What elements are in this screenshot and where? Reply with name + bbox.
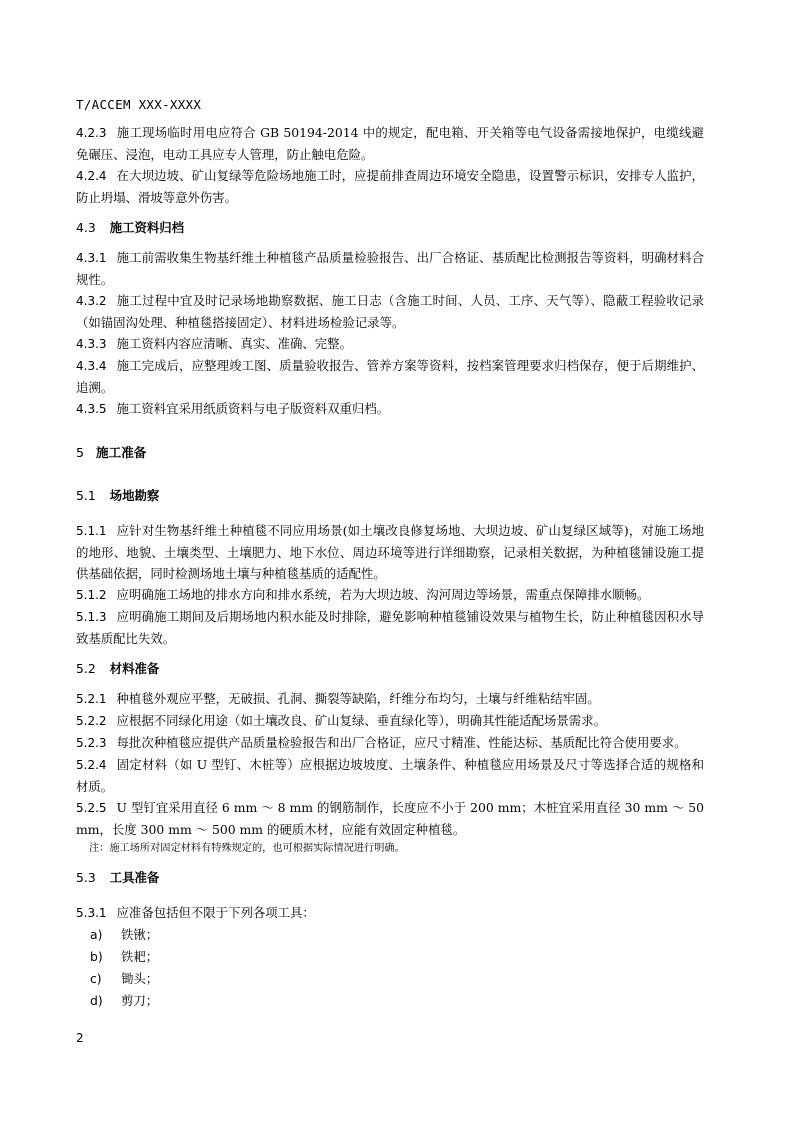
page-number: 2 xyxy=(76,1031,84,1045)
chapter-heading-5 xyxy=(76,442,704,463)
list-text: 铁耙； xyxy=(121,949,159,964)
clause-number: 5.1.2 xyxy=(76,588,107,602)
list-item xyxy=(90,990,704,1012)
list-text: 锄头； xyxy=(121,971,159,986)
section-heading-4-3 xyxy=(76,217,704,238)
clause-4-2-3 xyxy=(76,122,704,165)
list-label: c) xyxy=(90,971,102,986)
clause-number: 5.2.1 xyxy=(76,692,107,706)
section-number: 5.2 xyxy=(76,661,96,676)
list-label: b) xyxy=(90,949,103,964)
clause-4-3-2 xyxy=(76,290,704,333)
chapter-title: 施工准备 xyxy=(96,445,147,460)
clause-number: 4.2.3 xyxy=(76,126,107,140)
section-title: 工具准备 xyxy=(109,870,160,885)
clause-number: 5.2.5 xyxy=(76,801,107,815)
clause-number: 5.3.1 xyxy=(76,906,107,920)
clause-5-2-5 xyxy=(76,797,704,840)
clause-5-2-2 xyxy=(76,710,704,732)
list-item xyxy=(90,946,704,968)
clause-text: 应明确施工期间及后期场地内积水能及时排除，避免影响种植毯铺设效果与植物生长，防止种植毯因积水导致基质配比失效。 xyxy=(76,609,704,646)
standard-code-header: T/ACCEM XXX-XXXX xyxy=(76,97,202,112)
section-number: 5.3 xyxy=(76,870,96,885)
clause-4-3-5 xyxy=(76,398,704,420)
clause-4-3-3 xyxy=(76,333,704,355)
list-text: 铁锹； xyxy=(121,927,159,942)
clause-text: U 型钉宜采用直径 6 mm ～ 8 mm 的钢筋制作，长度应不小于 200 mm；木桩宜采用直径 30 mm ～ 50 mm，长度 300 mm ～ 500 mm 的硬质木材，应能有效固定种植毯。 xyxy=(76,800,704,837)
clause-text: 施工完成后，应整理竣工图、质量验收报告、管养方案等资料，按档案管理要求归档保存，便于后期维护、追溯。 xyxy=(76,358,704,395)
section-number: 4.3 xyxy=(76,220,96,235)
note-5-2: 注：施工场所对固定材料有特殊规定的，也可根据实际情况进行明确。 xyxy=(89,843,405,854)
clause-4-3-4 xyxy=(76,355,704,398)
section-number: 5.1 xyxy=(76,488,96,503)
clause-text: 每批次种植毯应提供产品质量检验报告和出厂合格证，应尺寸精准、性能达标、基质配比符合使用要求。 xyxy=(116,735,687,750)
clause-5-3-1 xyxy=(76,902,704,924)
clause-text: 应针对生物基纤维土种植毯不同应用场景(如土壤改良修复场地、大坝边坡、矿山复绿区域等)，对施工场地的地形、地貌、土壤类型、土壤肥力、地下水位、周边环境等进行详细勘察，记录相关数据，为种植毯铺设施工提供基础依据，同时检测场地土壤与种植毯基质的适配性。 xyxy=(76,523,704,581)
clause-text: 应明确施工场地的排水方向和排水系统，若为大坝边坡、沟河周边等场景，需重点保障排水顺畅。 xyxy=(116,587,650,602)
clause-number: 4.3.5 xyxy=(76,402,107,416)
section-title: 场地勘察 xyxy=(109,488,160,503)
clause-text: 固定材料（如 U 型钉、木桩等）应根据边坡坡度、土壤条件、种植毯应用场景及尺寸等选择合适的规格和材质。 xyxy=(76,757,704,794)
clause-5-1-2 xyxy=(76,584,704,606)
clause-text: 应准备包括但不限于下列各项工具： xyxy=(116,905,315,920)
clause-5-1-1 xyxy=(76,520,704,584)
tool-list xyxy=(76,924,704,1012)
clause-text: 施工前需收集生物基纤维土种植毯产品质量检验报告、出厂合格证、基质配比检测报告等资料，明确材料合规性。 xyxy=(76,250,704,287)
list-label: a) xyxy=(90,927,103,942)
section-heading-5-3 xyxy=(76,867,704,888)
clause-number: 5.1.3 xyxy=(76,610,107,624)
clause-4-2-4 xyxy=(76,165,704,208)
clause-number: 4.3.2 xyxy=(76,294,107,308)
section-heading-5-1 xyxy=(76,485,704,506)
clause-5-2-1 xyxy=(76,688,704,710)
clause-5-2-4 xyxy=(76,754,704,797)
clause-text: 施工现场临时用电应符合 GB 50194-2014 中的规定，配电箱、开关箱等电气设备需接地保护，电缆线避免碾压、浸泡，电动工具应专人管理，防止触电危险。 xyxy=(76,125,704,162)
clause-number: 4.2.4 xyxy=(76,169,107,183)
main-content xyxy=(76,122,704,1012)
clause-number: 4.3.1 xyxy=(76,251,107,265)
clause-text: 施工过程中宜及时记录场地勘察数据、施工日志（含施工时间、人员、工序、天气等）、隐蔽工程验收记录（如锚固沟处理、种植毯搭接固定）、材料进场检验记录等。 xyxy=(76,293,704,330)
list-item xyxy=(90,924,704,946)
section-title: 材料准备 xyxy=(109,661,160,676)
clause-number: 5.2.4 xyxy=(76,758,107,772)
clause-5-1-3 xyxy=(76,606,704,649)
clause-number: 5.2.2 xyxy=(76,714,107,728)
list-label: d) xyxy=(90,993,103,1008)
chapter-number: 5 xyxy=(76,445,85,460)
clause-5-2-3 xyxy=(76,732,704,754)
clause-number: 4.3.3 xyxy=(76,337,107,351)
clause-text: 施工资料宜采用纸质资料与电子版资料双重归档。 xyxy=(116,401,390,416)
clause-number: 5.2.3 xyxy=(76,736,107,750)
clause-number: 5.1.1 xyxy=(76,524,107,538)
section-heading-5-2 xyxy=(76,658,704,679)
clause-text: 应根据不同绿化用途（如土壤改良、矿山复绿、垂直绿化等），明确其性能适配场景需求。 xyxy=(116,713,606,728)
list-text: 剪刀； xyxy=(121,993,159,1008)
clause-4-3-1 xyxy=(76,247,704,290)
clause-number: 4.3.4 xyxy=(76,359,107,373)
list-item xyxy=(90,968,704,990)
clause-text: 施工资料内容应清晰、真实、准确、完整。 xyxy=(116,336,352,351)
section-title: 施工资料归档 xyxy=(109,220,185,235)
clause-text: 种植毯外观应平整，无破损、孔洞、撕裂等缺陷，纤维分布均匀，土壤与纤维粘结牢固。 xyxy=(116,691,600,706)
clause-text: 在大坝边坡、矿山复绿等危险场地施工时，应提前排查周边环境安全隐患，设置警示标识，安排专人监护，防止坍塌、滑坡等意外伤害。 xyxy=(76,168,704,205)
